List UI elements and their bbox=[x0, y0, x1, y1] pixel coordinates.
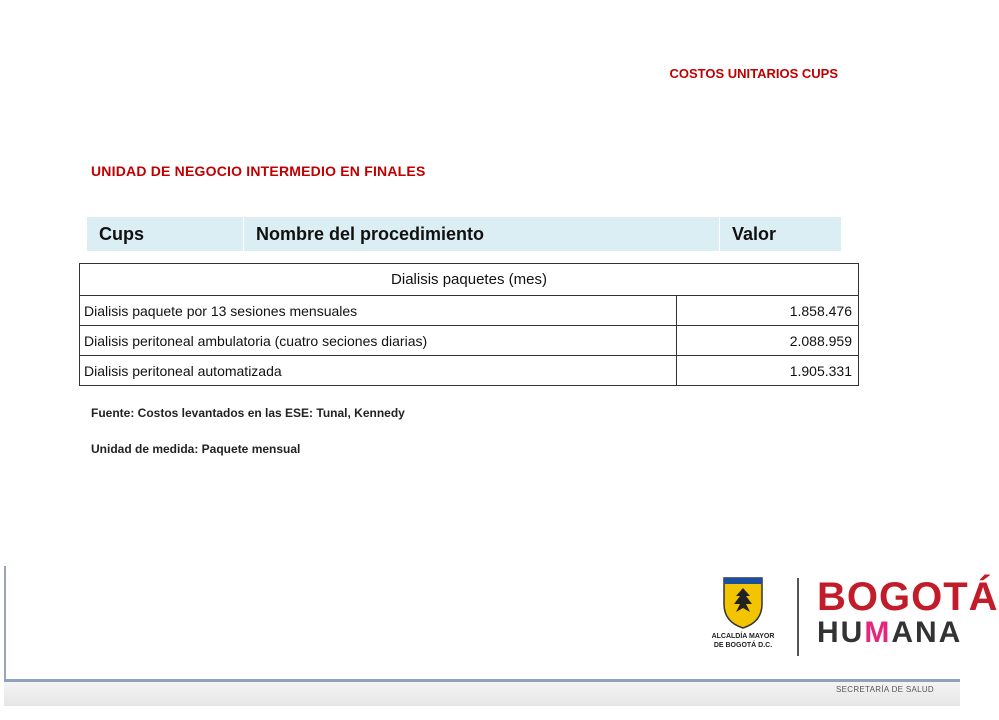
column-header-name: Nombre del procedimiento bbox=[243, 217, 719, 251]
brand-heart-letter: M bbox=[864, 616, 892, 649]
page-title: COSTOS UNITARIOS CUPS bbox=[669, 66, 838, 81]
brand-line2-part-a: HU bbox=[817, 616, 865, 649]
procedures-table bbox=[79, 263, 859, 386]
table-header bbox=[87, 217, 841, 251]
procedure-value: 1.858.476 bbox=[677, 296, 859, 326]
column-header-value: Valor bbox=[719, 217, 841, 251]
table-row bbox=[80, 356, 859, 386]
unit-note: Unidad de medida: Paquete mensual bbox=[91, 442, 301, 456]
alcaldia-logo bbox=[703, 574, 783, 650]
logo-divider bbox=[797, 578, 799, 656]
alcaldia-line1: ALCALDÍA MAYOR bbox=[711, 633, 775, 640]
column-header-cups: Cups bbox=[99, 223, 144, 244]
procedure-name: Dialisis peritoneal ambulatoria (cuatro seciones diarias) bbox=[80, 326, 677, 356]
brand-line1: BOGOTÁ bbox=[817, 575, 999, 619]
group-row bbox=[80, 264, 859, 296]
table-row bbox=[80, 296, 859, 326]
coat-of-arms-icon bbox=[720, 574, 766, 630]
footer-band bbox=[4, 682, 960, 706]
alcaldia-line2: DE BOGOTÁ D.C. bbox=[713, 642, 773, 649]
department-label: SECRETARÍA DE SALUD bbox=[835, 685, 934, 694]
procedure-value: 2.088.959 bbox=[677, 326, 859, 356]
procedure-value: 1.905.331 bbox=[677, 356, 859, 386]
alcaldia-text bbox=[703, 632, 783, 650]
table-row bbox=[80, 326, 859, 356]
section-title: UNIDAD DE NEGOCIO INTERMEDIO EN FINALES bbox=[91, 163, 426, 179]
group-label: Dialisis paquetes (mes) bbox=[80, 264, 859, 296]
source-note: Fuente: Costos levantados en las ESE: Tunal, Kennedy bbox=[91, 406, 405, 420]
procedure-name: Dialisis paquete por 13 sesiones mensuales bbox=[80, 296, 677, 326]
procedure-name: Dialisis peritoneal automatizada bbox=[80, 356, 677, 386]
brand-line2 bbox=[817, 617, 999, 649]
bogota-humana-logo bbox=[817, 577, 999, 649]
brand-line2-part-b: ANA bbox=[891, 616, 963, 649]
